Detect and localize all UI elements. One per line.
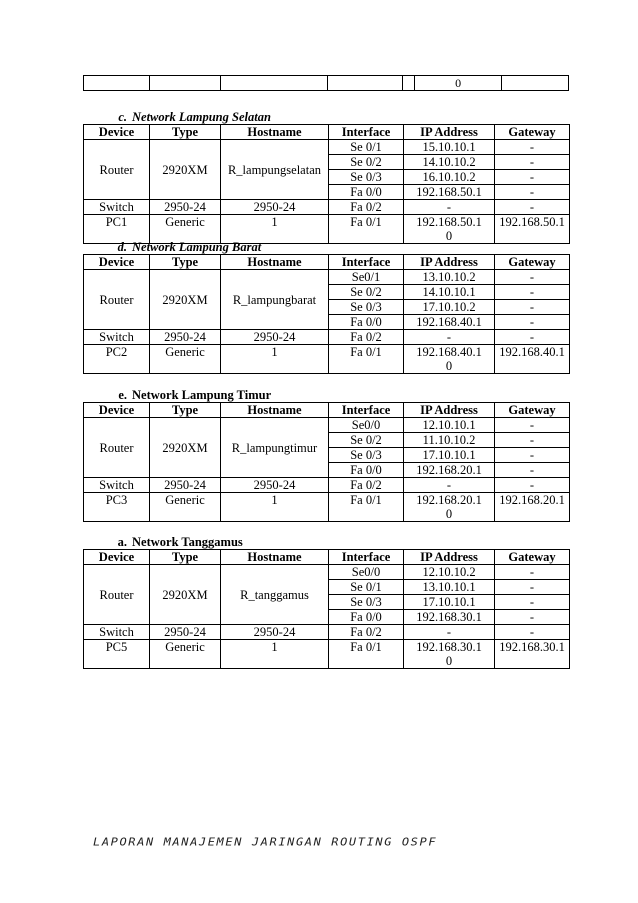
network-table — [83, 402, 570, 522]
interface-cell: Se 0/1 — [329, 140, 404, 155]
page-footer: LAPORAN MANAJEMEN JARINGAN ROUTING OSPF — [93, 836, 438, 848]
ip-cell: 12.10.10.1 — [404, 418, 495, 433]
table-row — [84, 200, 570, 215]
ip-cell: 15.10.10.1 — [404, 140, 495, 155]
interface-cell: Fa 0/2 — [329, 625, 404, 640]
table-row — [84, 478, 570, 493]
interface-cell: Fa 0/2 — [329, 478, 404, 493]
hostname-cell: 2950-24 — [221, 200, 329, 215]
table-row — [84, 76, 569, 91]
gateway-cell: - — [495, 595, 570, 610]
network-table — [83, 254, 570, 374]
device-cell: Router — [84, 565, 150, 625]
interface-cell: Fa 0/1 — [329, 493, 404, 522]
type-cell: 2950-24 — [150, 478, 221, 493]
interface-cell: Se 0/1 — [329, 580, 404, 595]
ip-cell: 192.168.30.1 — [404, 610, 495, 625]
interface-cell: Fa 0/0 — [329, 315, 404, 330]
header-type: Type — [150, 125, 221, 140]
header-ip-address: IP Address — [404, 550, 495, 565]
ip-cell: 192.168.40.1 — [404, 315, 495, 330]
table-header-row — [84, 403, 570, 418]
table-cell: 0 — [415, 76, 502, 91]
table-row — [84, 493, 570, 522]
gateway-cell: - — [495, 140, 570, 155]
table-cell — [328, 76, 403, 91]
hostname-cell: R_tanggamus — [221, 565, 329, 625]
hostname-cell: 1 — [221, 215, 329, 244]
ip-line: 0 — [445, 359, 453, 373]
device-cell: PC2 — [84, 345, 150, 374]
table-cell — [220, 76, 328, 91]
section-label: c. — [118, 110, 127, 124]
ip-line: 192.168.30.1 — [416, 640, 482, 654]
ip-cell: 14.10.10.1 — [404, 285, 495, 300]
gateway-cell: - — [495, 478, 570, 493]
interface-cell: Fa 0/2 — [329, 200, 404, 215]
ip-line: 192.168.20.1 — [416, 493, 482, 507]
header-hostname: Hostname — [221, 255, 329, 270]
interface-cell: Fa 0/1 — [329, 215, 404, 244]
section-heading — [83, 240, 569, 254]
type-cell: 2920XM — [150, 140, 221, 200]
type-cell: 2950-24 — [150, 625, 221, 640]
header-hostname: Hostname — [221, 403, 329, 418]
interface-cell: Se 0/3 — [329, 300, 404, 315]
header-ip-address: IP Address — [404, 125, 495, 140]
hostname-cell: 1 — [221, 345, 329, 374]
table-cell — [84, 76, 150, 91]
ip-cell — [404, 345, 495, 374]
gateway-cell: - — [495, 185, 570, 200]
type-cell: 2950-24 — [150, 330, 221, 345]
header-type: Type — [150, 403, 221, 418]
header-interface: Interface — [329, 125, 404, 140]
hostname-cell: R_lampungbarat — [221, 270, 329, 330]
ip-cell — [404, 640, 495, 669]
header-interface: Interface — [329, 403, 404, 418]
ip-line: 0 — [445, 654, 453, 668]
gateway-cell: - — [495, 448, 570, 463]
section-title: Network Tanggamus — [132, 535, 243, 549]
interface-cell: Se0/0 — [329, 418, 404, 433]
table-row — [84, 330, 570, 345]
table-cell — [149, 76, 220, 91]
table-row — [84, 640, 570, 669]
device-cell: Switch — [84, 200, 150, 215]
header-interface: Interface — [329, 550, 404, 565]
hostname-cell: 2950-24 — [221, 625, 329, 640]
hostname-cell: R_lampungtimur — [221, 418, 329, 478]
ip-line: 0 — [445, 229, 453, 243]
ip-line: 192.168.50.1 — [416, 215, 482, 229]
section-title: Network Lampung Timur — [132, 388, 272, 402]
hostname-cell: 1 — [221, 640, 329, 669]
header-gateway: Gateway — [495, 403, 570, 418]
gateway-cell: - — [495, 155, 570, 170]
table-row — [84, 140, 570, 155]
gateway-cell: - — [495, 330, 570, 345]
network-section-lampung-timur — [83, 388, 569, 522]
header-device: Device — [84, 255, 150, 270]
gateway-cell: 192.168.20.1 — [495, 493, 570, 522]
network-section-lampung-barat — [83, 240, 569, 374]
interface-cell: Fa 0/0 — [329, 463, 404, 478]
device-cell: PC5 — [84, 640, 150, 669]
gateway-cell: 192.168.40.1 — [495, 345, 570, 374]
table-row — [84, 270, 570, 285]
device-cell: PC3 — [84, 493, 150, 522]
table-header-row — [84, 255, 570, 270]
gateway-cell: - — [495, 580, 570, 595]
hostname-cell: 1 — [221, 493, 329, 522]
header-type: Type — [150, 550, 221, 565]
header-ip-address: IP Address — [404, 255, 495, 270]
header-gateway: Gateway — [495, 550, 570, 565]
ip-cell: 11.10.10.2 — [404, 433, 495, 448]
ip-line: 0 — [445, 507, 453, 521]
device-cell: PC1 — [84, 215, 150, 244]
hostname-cell: R_lampungselatan — [221, 140, 329, 200]
table-row — [84, 345, 570, 374]
network-table — [83, 124, 570, 244]
type-cell: Generic — [150, 215, 221, 244]
type-cell: 2920XM — [150, 270, 221, 330]
gateway-cell: - — [495, 200, 570, 215]
network-table — [83, 549, 570, 669]
header-gateway: Gateway — [495, 255, 570, 270]
type-cell: Generic — [150, 493, 221, 522]
gateway-cell: - — [495, 285, 570, 300]
gateway-cell: - — [495, 418, 570, 433]
gateway-cell: - — [495, 463, 570, 478]
hostname-cell: 2950-24 — [221, 478, 329, 493]
ip-cell: - — [404, 200, 495, 215]
gateway-cell: 192.168.50.1 — [495, 215, 570, 244]
header-device: Device — [84, 550, 150, 565]
interface-cell: Fa 0/1 — [329, 640, 404, 669]
ip-cell: 13.10.10.1 — [404, 580, 495, 595]
type-cell: 2920XM — [150, 565, 221, 625]
interface-cell: Fa 0/2 — [329, 330, 404, 345]
section-label: a. — [117, 535, 127, 549]
ip-cell: - — [404, 625, 495, 640]
table-header-row — [84, 125, 570, 140]
interface-cell: Fa 0/0 — [329, 610, 404, 625]
header-device: Device — [84, 403, 150, 418]
ip-line: 192.168.40.1 — [416, 345, 482, 359]
table-row — [84, 418, 570, 433]
ip-cell: 14.10.10.2 — [404, 155, 495, 170]
interface-cell: Se 0/2 — [329, 285, 404, 300]
interface-cell: Se 0/2 — [329, 155, 404, 170]
table-row — [84, 565, 570, 580]
interface-cell: Se 0/3 — [329, 595, 404, 610]
ip-cell: - — [404, 478, 495, 493]
header-interface: Interface — [329, 255, 404, 270]
gateway-cell: - — [495, 270, 570, 285]
section-heading — [83, 535, 569, 549]
header-hostname: Hostname — [221, 550, 329, 565]
interface-cell: Fa 0/0 — [329, 185, 404, 200]
gateway-cell: - — [495, 625, 570, 640]
table-header-row — [84, 550, 570, 565]
ip-cell: 13.10.10.2 — [404, 270, 495, 285]
interface-cell: Se 0/3 — [329, 170, 404, 185]
ip-cell: 17.10.10.1 — [404, 448, 495, 463]
previous-table-fragment — [83, 75, 569, 91]
section-label: e. — [118, 388, 127, 402]
interface-cell: Se 0/3 — [329, 448, 404, 463]
section-title: Network Lampung Barat — [132, 240, 262, 254]
gateway-cell: - — [495, 170, 570, 185]
section-label: d. — [117, 240, 127, 254]
gateway-cell: - — [495, 610, 570, 625]
device-cell: Router — [84, 418, 150, 478]
hostname-cell: 2950-24 — [221, 330, 329, 345]
device-cell: Router — [84, 140, 150, 200]
gateway-cell: - — [495, 300, 570, 315]
interface-cell: Fa 0/1 — [329, 345, 404, 374]
header-hostname: Hostname — [221, 125, 329, 140]
ip-cell: 17.10.10.2 — [404, 300, 495, 315]
ip-cell: 192.168.50.1 — [404, 185, 495, 200]
type-cell: 2950-24 — [150, 200, 221, 215]
section-title: Network Lampung Selatan — [132, 110, 271, 124]
type-cell: Generic — [150, 640, 221, 669]
ip-cell: 16.10.10.2 — [404, 170, 495, 185]
section-heading — [83, 110, 569, 124]
network-section-tanggamus — [83, 535, 569, 669]
ip-cell: - — [404, 330, 495, 345]
ip-cell: 17.10.10.1 — [404, 595, 495, 610]
section-heading — [83, 388, 569, 402]
interface-cell: Se0/0 — [329, 565, 404, 580]
table-row — [84, 625, 570, 640]
gateway-cell: - — [495, 433, 570, 448]
table-cell — [502, 76, 569, 91]
type-cell: 2920XM — [150, 418, 221, 478]
header-gateway: Gateway — [495, 125, 570, 140]
table-cell — [403, 76, 415, 91]
gateway-cell: - — [495, 565, 570, 580]
header-device: Device — [84, 125, 150, 140]
device-cell: Router — [84, 270, 150, 330]
device-cell: Switch — [84, 625, 150, 640]
gateway-cell: - — [495, 315, 570, 330]
network-section-lampung-selatan — [83, 110, 569, 244]
ip-cell: 192.168.20.1 — [404, 463, 495, 478]
ip-cell — [404, 493, 495, 522]
device-cell: Switch — [84, 330, 150, 345]
ip-cell: 12.10.10.2 — [404, 565, 495, 580]
header-type: Type — [150, 255, 221, 270]
gateway-cell: 192.168.30.1 — [495, 640, 570, 669]
interface-cell: Se 0/2 — [329, 433, 404, 448]
header-ip-address: IP Address — [404, 403, 495, 418]
interface-cell: Se0/1 — [329, 270, 404, 285]
type-cell: Generic — [150, 345, 221, 374]
device-cell: Switch — [84, 478, 150, 493]
